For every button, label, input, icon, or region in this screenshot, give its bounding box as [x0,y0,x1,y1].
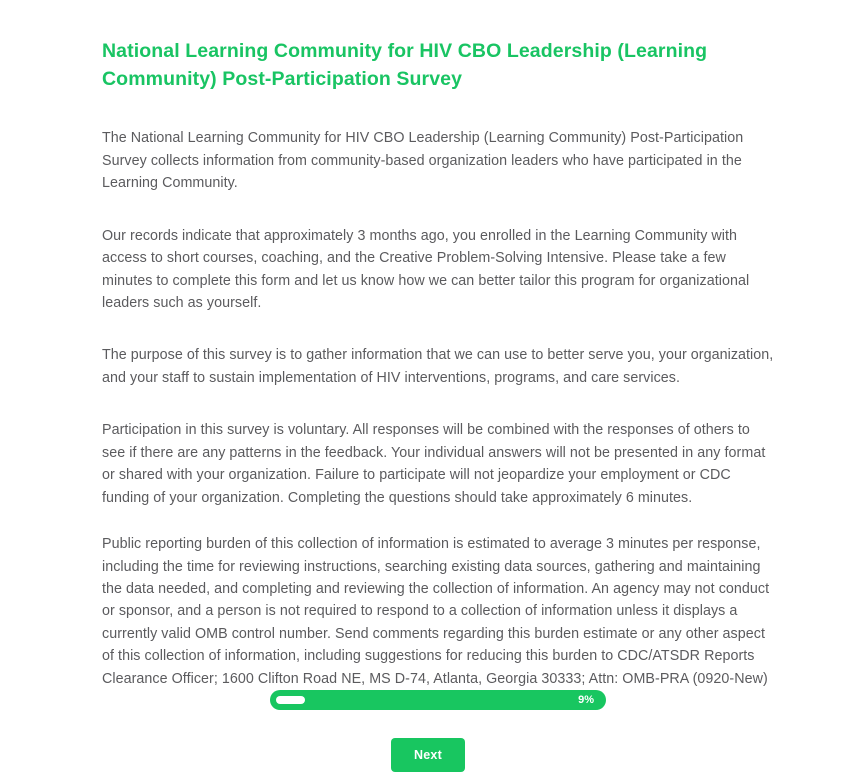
intro-paragraph-1: The National Learning Community for HIV CBO Leadership (Learning Community) Post-Participation Survey collects information from community-based organization leaders who have participated in the Learning Community. [102,130,744,192]
form-actions [0,738,856,772]
progress-fill [276,696,305,704]
intro-text-block [102,127,774,690]
next-button[interactable]: Next [391,738,465,772]
progress-track [270,690,606,710]
survey-content [102,0,774,690]
page-title: National Learning Community for HIV CBO Leadership (Learning Community) Post-Participation Survey [102,40,708,90]
intro-paragraph-2: Our records indicate that approximately 3 months ago, you enrolled in the Learning Community with access to short courses, coaching, and the Creative Problem-Solving Intensive. Please take a few minutes to complete this form and let us know how we can better tailor this program for organizational leaders such as yourself. [102,227,750,311]
intro-paragraph-4: Participation in this survey is voluntary. All responses will be combined with the responses of others to see if there are any patterns in the feedback. Your individual answers will not be presented in any format or shared with your organization. Failure to participate will not jeopardize your employment or CDC funding of your organization. Completing the questions should take approximately 6 minutes. [102,422,766,506]
progress-bar [270,690,606,710]
intro-paragraph-3: The purpose of this survey is to gather information that we can use to better serve you, your organization, and your staff to sustain implementation of HIV interventions, programs, and care services. [102,347,774,386]
omb-burden-statement: Public reporting burden of this collection of information is estimated to average 3 minutes per response, including the time for reviewing instructions, searching existing data sources, gathering and maintaining the data needed, and completing and reviewing the collection of information. An agency may not conduct or sponsor, and a person is not required to respond to a collection of information unless it displays a currently valid OMB control number. Send comments regarding this burden estimate or any other aspect of this collection of information, including suggestions for reducing this burden to CDC/ATSDR Reports Clearance Officer; 1600 Clifton Road NE, MS D-74, Atlanta, Georgia 30333; Attn: OMB-PRA (0920-New) [102,536,770,687]
progress-percent-label: 9% [578,694,594,706]
